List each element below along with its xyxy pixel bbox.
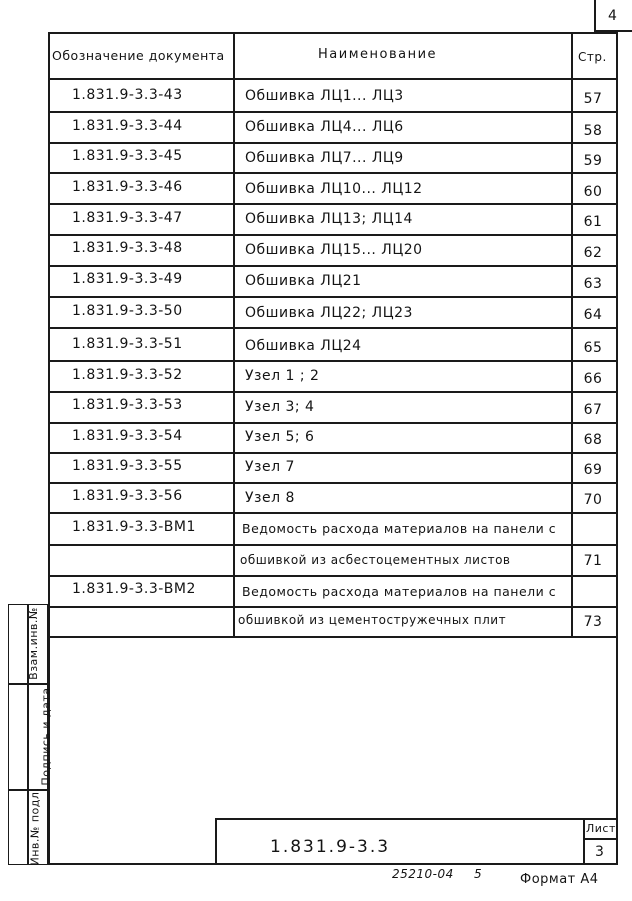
col-divider-2 — [571, 32, 573, 637]
side-stamp-sign-label: Подпись и дата — [39, 686, 53, 786]
table-bottom-line — [48, 636, 618, 638]
row-code: 1.831.9-3.3-45 — [72, 148, 183, 164]
row-code: 1.831.9-3.3-54 — [72, 428, 183, 444]
footer-copy-number: 5 — [474, 867, 483, 881]
row-code: 1.831.9-3.3-48 — [72, 240, 183, 256]
row-name: Обшивка ЛЦ13; ЛЦ14 — [245, 211, 413, 227]
row-page: 66 — [583, 371, 603, 387]
footer-order-number: 25210-04 — [392, 867, 454, 881]
row-name: Обшивка ЛЦ1... ЛЦ3 — [245, 88, 404, 104]
footer-format: Формат А4 — [520, 872, 599, 887]
row-page: 71 — [583, 553, 603, 569]
row-name: Обшивка ЛЦ7... ЛЦ9 — [245, 150, 404, 166]
row-name: Обшивка ЛЦ4... ЛЦ6 — [245, 119, 404, 135]
row-page: 60 — [583, 184, 603, 200]
row-name: Ведомость расхода материалов на панели с — [242, 584, 557, 599]
header-bottom-line — [48, 78, 618, 80]
row-page: 65 — [583, 340, 603, 356]
row-page: 70 — [583, 492, 603, 508]
row-line — [48, 360, 618, 362]
row-line — [48, 142, 618, 144]
sheet-label: Лист — [586, 822, 616, 835]
row-page: 58 — [583, 123, 603, 139]
row-line — [48, 482, 618, 484]
row-code: 1.831.9-3.3-44 — [72, 118, 183, 134]
row-page: 69 — [583, 462, 603, 478]
row-page: 67 — [583, 402, 603, 418]
row-code: 1.831.9-3.3-49 — [72, 271, 183, 287]
row-name: Обшивка ЛЦ15... ЛЦ20 — [245, 242, 423, 258]
side-stamp-inv-label: Инв.№ подл. — [28, 787, 42, 865]
row-line — [48, 327, 618, 329]
row-code: 1.831.9-3.3-ВМ1 — [72, 519, 196, 535]
row-code: 1.831.9-3.3-47 — [72, 210, 183, 226]
row-name: Узел 1 ; 2 — [245, 368, 320, 384]
row-name: Обшивка ЛЦ22; ЛЦ23 — [245, 305, 413, 321]
row-page: 64 — [583, 307, 603, 323]
header-page: Стр. — [578, 50, 607, 64]
row-code: 1.831.9-3.3-55 — [72, 458, 183, 474]
row-name: Ведомость расхода материалов на панели с — [242, 521, 557, 536]
row-code: 1.831.9-3.3-46 — [72, 179, 183, 195]
row-line — [48, 575, 618, 577]
row-line — [48, 422, 618, 424]
row-name: Узел 7 — [245, 459, 295, 475]
header-designation: Обозначение документа — [52, 48, 225, 63]
row-line — [48, 265, 618, 267]
row-page: 62 — [583, 245, 603, 261]
row-name: обшивкой из асбестоцементных листов — [240, 553, 511, 567]
row-name: Узел 5; 6 — [245, 429, 315, 445]
row-name: Узел 3; 4 — [245, 399, 315, 415]
row-page: 57 — [583, 91, 603, 107]
row-code: 1.831.9-3.3-43 — [72, 87, 183, 103]
row-line — [48, 512, 618, 514]
row-name: Обшивка ЛЦ10... ЛЦ12 — [245, 181, 423, 197]
header-name: Наименование — [318, 47, 438, 62]
row-line — [48, 606, 618, 608]
row-page: 59 — [583, 153, 603, 169]
row-code: 1.831.9-3.3-52 — [72, 367, 183, 383]
row-name: Узел 8 — [245, 490, 295, 506]
row-code: 1.831.9-3.3-51 — [72, 336, 183, 352]
sheet-box-divider — [583, 838, 618, 840]
col-divider-1 — [233, 32, 235, 637]
row-line — [48, 544, 618, 546]
row-code: 1.831.9-3.3-53 — [72, 397, 183, 413]
row-line — [48, 234, 618, 236]
side-stamp-replace-label: Взам.инв.№ — [26, 607, 40, 680]
row-page: 73 — [583, 614, 603, 630]
page-number: 4 — [608, 8, 618, 24]
row-line — [48, 296, 618, 298]
row-code: 1.831.9-3.3-56 — [72, 488, 183, 504]
row-line — [48, 203, 618, 205]
title-block-doc-code: 1.831.9-3.3 — [270, 837, 391, 857]
row-name: Обшивка ЛЦ24 — [245, 338, 362, 354]
row-line — [48, 391, 618, 393]
row-name: обшивкой из цементостружечных плит — [238, 613, 507, 627]
sheet-number: 3 — [595, 844, 605, 860]
row-code: 1.831.9-3.3-ВМ2 — [72, 581, 196, 597]
row-line — [48, 111, 618, 113]
row-page: 68 — [583, 432, 603, 448]
row-line — [48, 172, 618, 174]
row-line — [48, 452, 618, 454]
row-page: 63 — [583, 276, 603, 292]
row-name: Обшивка ЛЦ21 — [245, 273, 362, 289]
row-code: 1.831.9-3.3-50 — [72, 303, 183, 319]
row-page: 61 — [583, 214, 603, 230]
